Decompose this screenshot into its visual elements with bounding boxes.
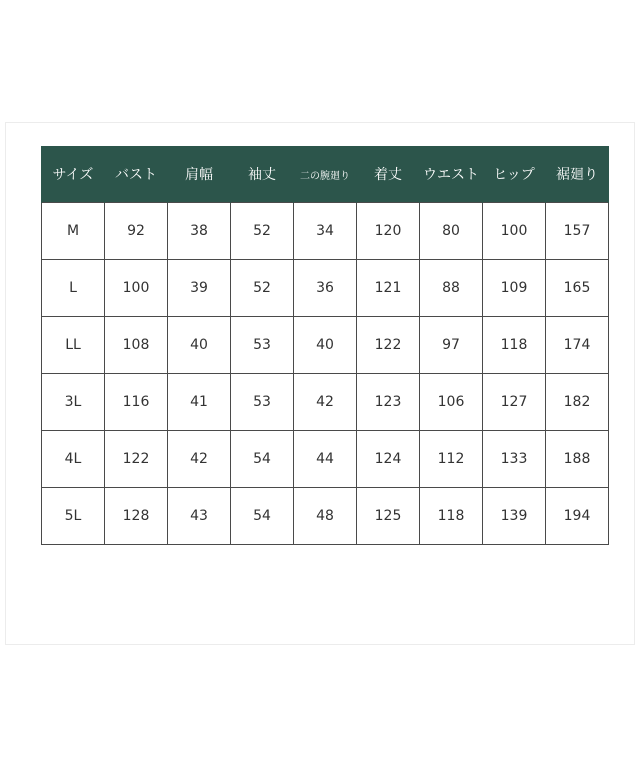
header-size: サイズ <box>42 146 105 203</box>
table-cell: 52 <box>231 203 294 260</box>
table-cell: 34 <box>294 203 357 260</box>
header-upper-arm: 二の腕廻り <box>294 146 357 203</box>
table-cell: 121 <box>357 260 420 317</box>
table-cell: 40 <box>168 317 231 374</box>
table-row <box>42 260 609 317</box>
table-cell: 128 <box>105 488 168 545</box>
table-row <box>42 431 609 488</box>
table-cell: 48 <box>294 488 357 545</box>
table-cell: 52 <box>231 260 294 317</box>
table-cell: 157 <box>546 203 609 260</box>
table-cell: 88 <box>420 260 483 317</box>
table-cell: 100 <box>105 260 168 317</box>
table-cell: 80 <box>420 203 483 260</box>
table-cell: 44 <box>294 431 357 488</box>
table-cell: 39 <box>168 260 231 317</box>
table-cell: 127 <box>483 374 546 431</box>
header-sleeve-length: 袖丈 <box>231 146 294 203</box>
header-waist: ウエスト <box>420 146 483 203</box>
table-cell: 40 <box>294 317 357 374</box>
table-cell: 133 <box>483 431 546 488</box>
header-hip: ヒップ <box>483 146 546 203</box>
table-cell: 53 <box>231 317 294 374</box>
table-cell: 122 <box>105 431 168 488</box>
header-length: 着丈 <box>357 146 420 203</box>
table-row <box>42 317 609 374</box>
table-cell: 123 <box>357 374 420 431</box>
table-cell: 182 <box>546 374 609 431</box>
size-cell: 3L <box>42 374 105 431</box>
table-cell: 125 <box>357 488 420 545</box>
table-cell: 174 <box>546 317 609 374</box>
size-cell: 5L <box>42 488 105 545</box>
table-cell: 108 <box>105 317 168 374</box>
table-cell: 38 <box>168 203 231 260</box>
table-cell: 106 <box>420 374 483 431</box>
table-cell: 54 <box>231 488 294 545</box>
table-cell: 122 <box>357 317 420 374</box>
table-cell: 97 <box>420 317 483 374</box>
table-cell: 42 <box>294 374 357 431</box>
size-cell: 4L <box>42 431 105 488</box>
header-hem: 裾廻り <box>546 146 609 203</box>
table-cell: 109 <box>483 260 546 317</box>
size-cell: LL <box>42 317 105 374</box>
table-cell: 92 <box>105 203 168 260</box>
table-cell: 112 <box>420 431 483 488</box>
size-cell: M <box>42 203 105 260</box>
table-cell: 188 <box>546 431 609 488</box>
table-cell: 124 <box>357 431 420 488</box>
size-chart-table <box>41 146 609 545</box>
table-cell: 120 <box>357 203 420 260</box>
table-cell: 118 <box>420 488 483 545</box>
table-row <box>42 374 609 431</box>
table-cell: 118 <box>483 317 546 374</box>
table-cell: 53 <box>231 374 294 431</box>
header-shoulder-width: 肩幅 <box>168 146 231 203</box>
table-cell: 54 <box>231 431 294 488</box>
table-cell: 36 <box>294 260 357 317</box>
table-cell: 194 <box>546 488 609 545</box>
table-row <box>42 488 609 545</box>
table-cell: 42 <box>168 431 231 488</box>
table-row <box>42 203 609 260</box>
table-cell: 165 <box>546 260 609 317</box>
table-cell: 43 <box>168 488 231 545</box>
table-cell: 116 <box>105 374 168 431</box>
table-cell: 139 <box>483 488 546 545</box>
table-cell: 41 <box>168 374 231 431</box>
header-bust: バスト <box>105 146 168 203</box>
table-cell: 100 <box>483 203 546 260</box>
size-cell: L <box>42 260 105 317</box>
header-row <box>42 146 609 203</box>
